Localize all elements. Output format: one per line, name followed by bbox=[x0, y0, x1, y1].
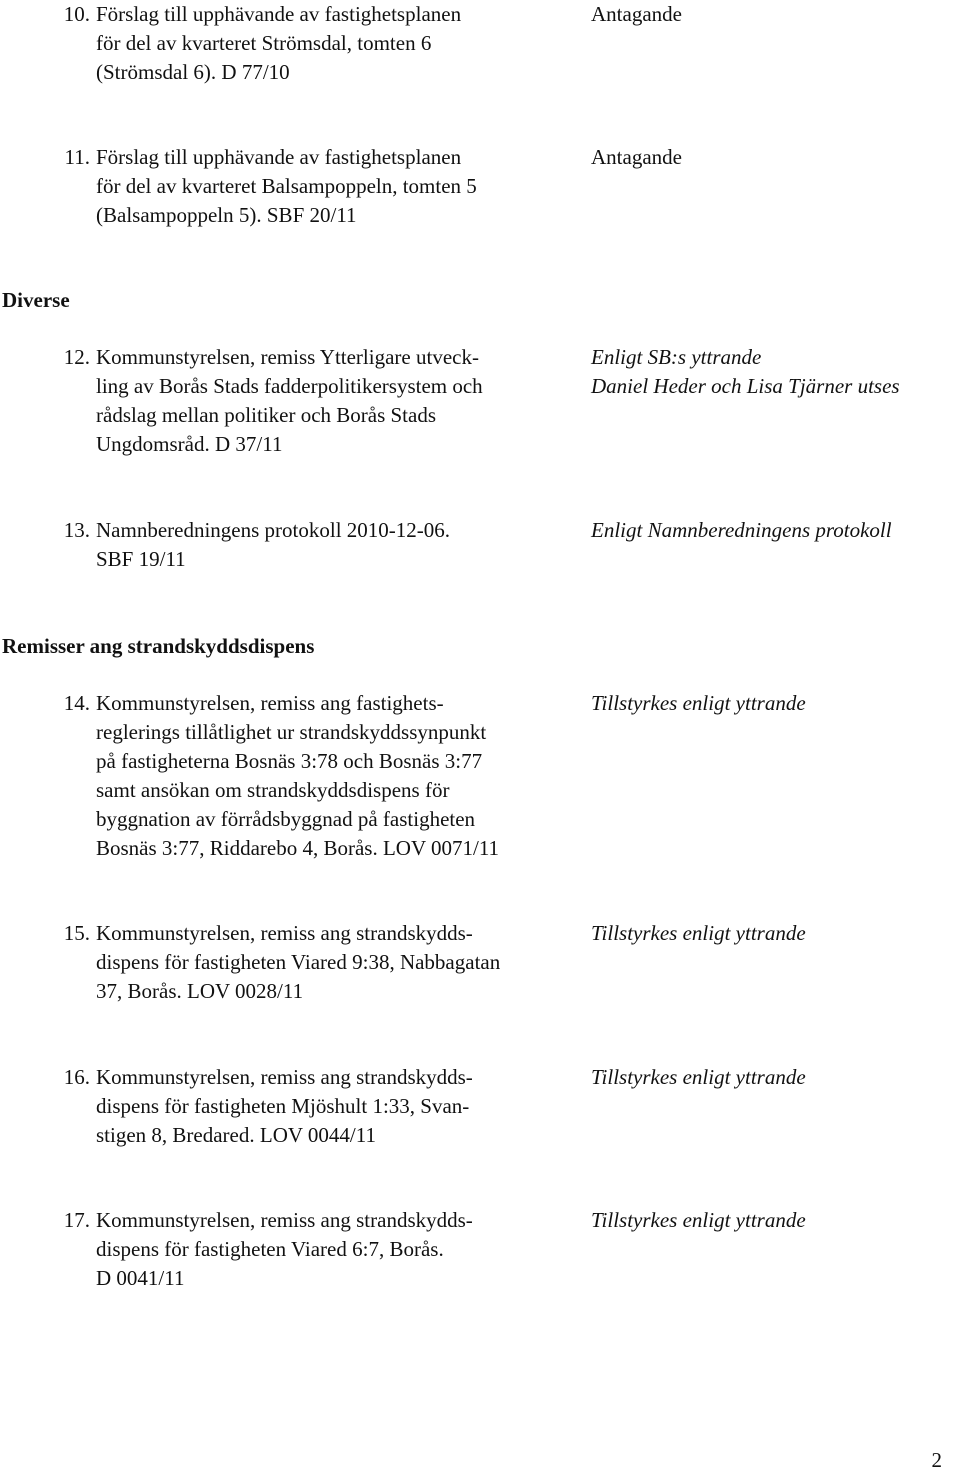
item-decision bbox=[591, 1063, 960, 1092]
item-decision bbox=[591, 516, 960, 545]
item-decision bbox=[591, 143, 960, 172]
item-number: 16. bbox=[63, 1065, 90, 1089]
description-line: för del av kvarteret Strömsdal, tomten 6 bbox=[96, 31, 432, 55]
decision-line: Daniel Heder och Lisa Tjärner utses bbox=[591, 374, 900, 398]
item-number: 15. bbox=[63, 921, 90, 945]
description-line: Kommunstyrelsen, remiss Ytterligare utveck- bbox=[96, 345, 479, 369]
description-line: Namnberedningens protokoll 2010-12-06. bbox=[96, 518, 451, 542]
description-line: reglerings tillåtlighet ur strandskyddssynpunkt bbox=[96, 720, 487, 744]
description-line: rådslag mellan politiker och Borås Stads bbox=[96, 403, 437, 427]
description-line: dispens för fastigheten Viared 9:38, Nabbagatan bbox=[96, 950, 501, 974]
item-decision bbox=[591, 689, 960, 718]
page-number: 2 bbox=[931, 1448, 942, 1472]
description-line: stigen 8, Bredared. LOV 0044/11 bbox=[96, 1123, 376, 1147]
description-line: byggnation av förrådsbyggnad på fastigheten bbox=[96, 807, 476, 831]
item-number: 12. bbox=[63, 345, 90, 369]
item-number: 14. bbox=[63, 691, 90, 715]
item-description bbox=[96, 343, 586, 459]
item-number: 10. bbox=[63, 2, 90, 26]
item-description bbox=[96, 919, 586, 1006]
decision-line: Antagande bbox=[591, 2, 682, 26]
decision-line: Tillstyrkes enligt yttrande bbox=[591, 1065, 806, 1089]
description-line: Kommunstyrelsen, remiss ang strandskydds- bbox=[96, 1208, 473, 1232]
item-description bbox=[96, 1206, 586, 1293]
decision-line: Tillstyrkes enligt yttrande bbox=[591, 1208, 806, 1232]
section-heading-remisser: Remisser ang strandskyddsdispens bbox=[2, 634, 315, 658]
decision-line: Tillstyrkes enligt yttrande bbox=[591, 691, 806, 715]
item-description bbox=[96, 516, 586, 574]
description-line: (Balsampoppeln 5). SBF 20/11 bbox=[96, 203, 357, 227]
description-line: 37, Borås. LOV 0028/11 bbox=[96, 979, 304, 1003]
decision-line: Enligt SB:s yttrande bbox=[591, 345, 762, 369]
description-line: Kommunstyrelsen, remiss ang fastighets- bbox=[96, 691, 444, 715]
description-line: dispens för fastigheten Mjöshult 1:33, Svan- bbox=[96, 1094, 470, 1118]
item-description bbox=[96, 1063, 586, 1150]
item-description bbox=[96, 0, 586, 87]
description-line: ling av Borås Stads fadderpolitikersystem och bbox=[96, 374, 483, 398]
description-line: Bosnäs 3:77, Riddarebo 4, Borås. LOV 0071/11 bbox=[96, 836, 500, 860]
item-description bbox=[96, 689, 586, 863]
description-line: Ungdomsråd. D 37/11 bbox=[96, 432, 283, 456]
item-description bbox=[96, 143, 586, 230]
item-number: 13. bbox=[63, 518, 90, 542]
description-line: (Strömsdal 6). D 77/10 bbox=[96, 60, 290, 84]
description-line: D 0041/11 bbox=[96, 1266, 185, 1290]
description-line: för del av kvarteret Balsampoppeln, tomten 5 bbox=[96, 174, 477, 198]
item-decision bbox=[591, 919, 960, 948]
description-line: dispens för fastigheten Viared 6:7, Borås. bbox=[96, 1237, 444, 1261]
decision-line: Antagande bbox=[591, 145, 682, 169]
decision-line: Enligt Namnberedningens protokoll bbox=[591, 518, 892, 542]
description-line: samt ansökan om strandskyddsdispens för bbox=[96, 778, 450, 802]
description-line: SBF 19/11 bbox=[96, 547, 186, 571]
item-decision bbox=[591, 343, 960, 401]
item-decision bbox=[591, 1206, 960, 1235]
description-line: Förslag till upphävande av fastighetsplanen bbox=[96, 145, 462, 169]
description-line: Kommunstyrelsen, remiss ang strandskydds- bbox=[96, 1065, 473, 1089]
section-heading-diverse: Diverse bbox=[2, 288, 70, 312]
description-line: på fastigheterna Bosnäs 3:78 och Bosnäs 3:77 bbox=[96, 749, 483, 773]
description-line: Kommunstyrelsen, remiss ang strandskydds- bbox=[96, 921, 473, 945]
description-line: Förslag till upphävande av fastighetsplanen bbox=[96, 2, 462, 26]
item-number: 17. bbox=[63, 1208, 90, 1232]
item-number: 11. bbox=[64, 145, 90, 169]
item-decision bbox=[591, 0, 960, 29]
decision-line: Tillstyrkes enligt yttrande bbox=[591, 921, 806, 945]
